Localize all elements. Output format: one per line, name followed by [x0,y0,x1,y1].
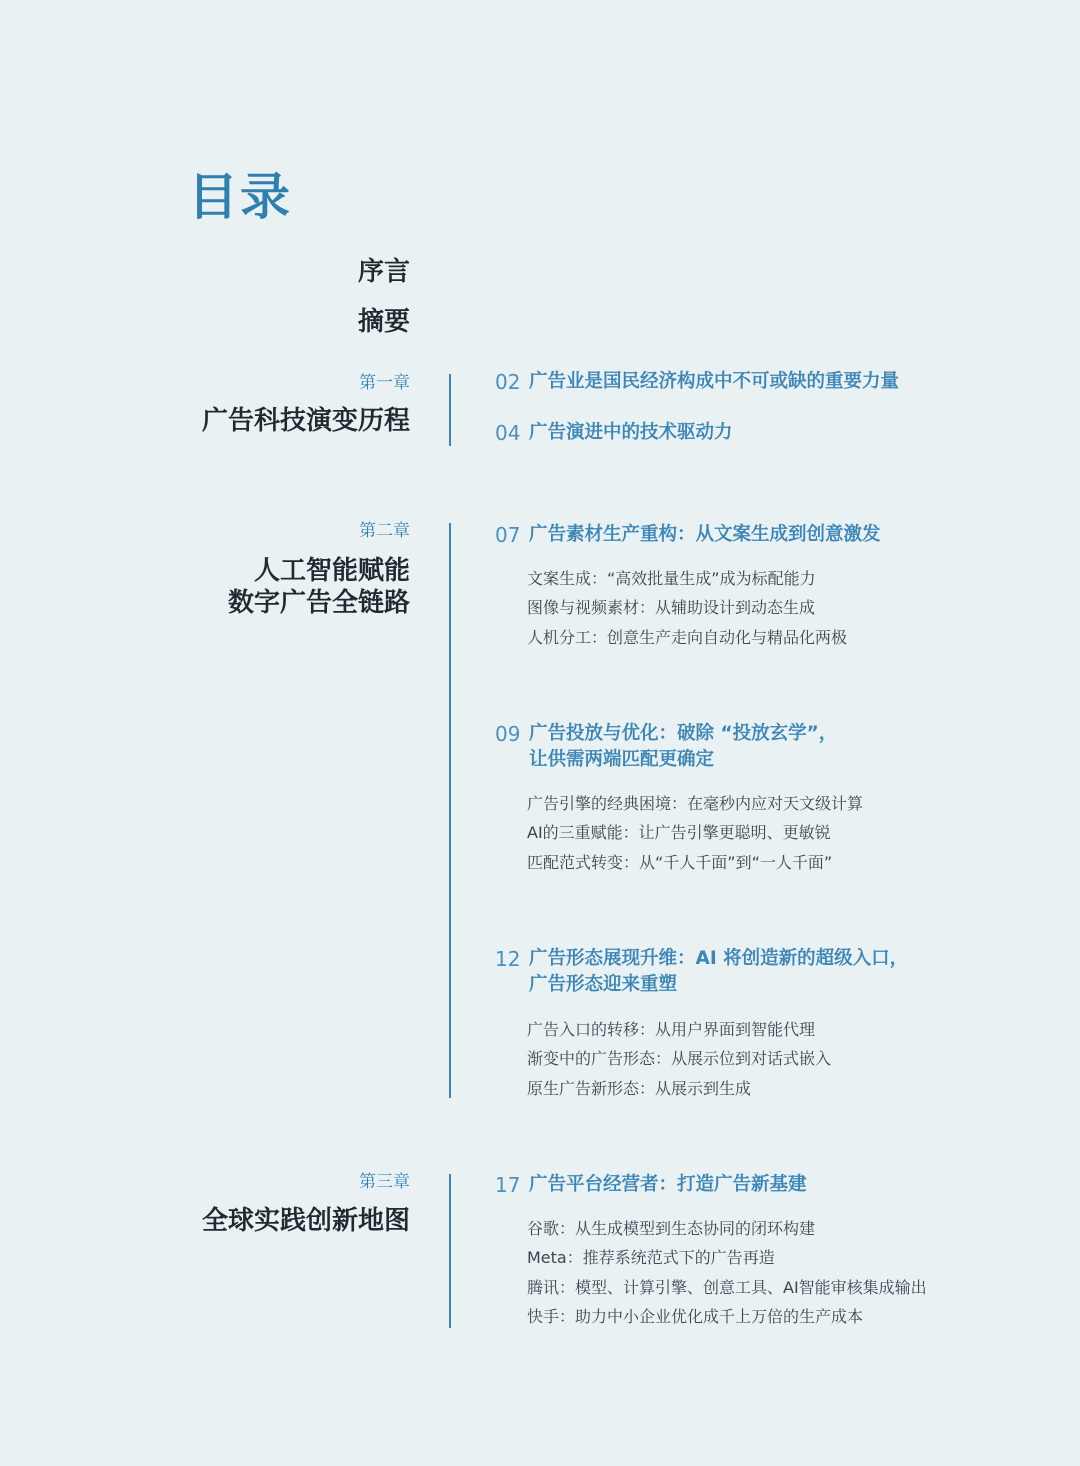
section-heading [529,522,881,548]
chapter-1-title-line: 广告科技演变历程 [201,406,410,436]
chapter-2-title-line: 人工智能赋能 [253,556,410,586]
toc-section-12[interactable] [495,946,908,998]
section-page-number: 12 [495,947,521,971]
chapter-3-title-line: 全球实践创新地图 [201,1206,410,1236]
subsection-item[interactable]: 人机分工：创意生产走向自动化与精品化两极 [527,627,848,647]
chapter-1-title[interactable] [202,405,410,437]
section-page-number: 07 [495,523,521,547]
toc-section-02[interactable] [495,369,899,395]
page-title: 目录 [188,168,292,226]
section-page-number: 02 [495,370,521,394]
section-heading-line: 广告投放与优化：破除 “投放玄学”， [529,723,838,744]
section-heading-line: 广告形态迎来重塑 [529,974,678,995]
section-heading: 广告业是国民经济构成中不可或缺的重要力量 [529,371,900,392]
toc-section-07[interactable] [495,522,881,548]
subsection-item[interactable]: 广告入口的转移：从用户界面到智能代理 [527,1020,816,1039]
section-17-subitems [527,1214,927,1331]
subsection-item[interactable]: 匹配范式转变：从“千人千面”到“一人千面” [527,852,833,872]
chapter-2-title[interactable] [228,555,410,619]
chapter-3-divider [449,1174,451,1328]
section-heading-line: 广告形态展现升维：AI 将创造新的超级入口， [529,948,909,969]
section-page-number: 04 [495,421,521,445]
subsection-item[interactable]: 原生广告新形态：从展示到生成 [527,1078,752,1098]
toc-section-04[interactable] [495,420,733,446]
subsection-item[interactable]: 图像与视频素材：从辅助设计到动态生成 [527,598,816,618]
section-page-number: 17 [495,1173,521,1197]
subsection-item[interactable]: Meta：推荐系统范式下的广告再造 [527,1248,775,1268]
section-heading [529,1172,807,1198]
subsection-item[interactable]: AI的三重赋能：让广告引擎更聪明、更敏锐 [527,823,831,843]
toc-section-09[interactable] [495,721,837,773]
section-heading: 广告演进中的技术驱动力 [529,422,733,443]
chapter-1-label: 第一章 [359,373,410,393]
subsection-item[interactable]: 文案生成：“高效批量生成”成为标配能力 [527,569,816,588]
chapter-3-title[interactable] [202,1205,410,1237]
subsection-item[interactable]: 谷歌：从生成模型到生态协同的闭环构建 [527,1219,816,1238]
section-07-subitems [527,564,847,652]
section-heading [529,946,908,998]
section-heading-line: 让供需两端匹配更确定 [529,749,715,770]
section-heading [529,721,837,773]
chapter-2-divider [449,523,451,1098]
toc-item-preface[interactable]: 序言 [357,257,410,287]
subsection-item[interactable]: 腾讯：模型、计算引擎、创意工具、AI智能审核集成输出 [527,1277,927,1297]
section-12-subitems [527,1015,831,1103]
toc-item-abstract[interactable]: 摘要 [357,307,410,337]
chapter-2-title-line: 数字广告全链路 [227,588,410,618]
section-09-subitems [527,789,863,877]
subsection-item[interactable]: 渐变中的广告形态：从展示位到对话式嵌入 [527,1049,832,1069]
subsection-item[interactable]: 广告引擎的经典困境：在毫秒内应对天文级计算 [527,794,864,813]
section-heading-line: 广告平台经营者：打造广告新基建 [529,1174,807,1195]
subsection-item[interactable]: 快手：助力中小企业优化成千上万倍的生产成本 [527,1306,864,1326]
toc-section-17[interactable] [495,1172,807,1198]
chapter-3-label: 第三章 [359,1172,410,1192]
section-page-number: 09 [495,722,521,746]
chapter-1-divider [449,374,451,446]
chapter-2-label: 第二章 [359,521,410,541]
section-heading-line: 广告素材生产重构：从文案生成到创意激发 [529,524,881,545]
